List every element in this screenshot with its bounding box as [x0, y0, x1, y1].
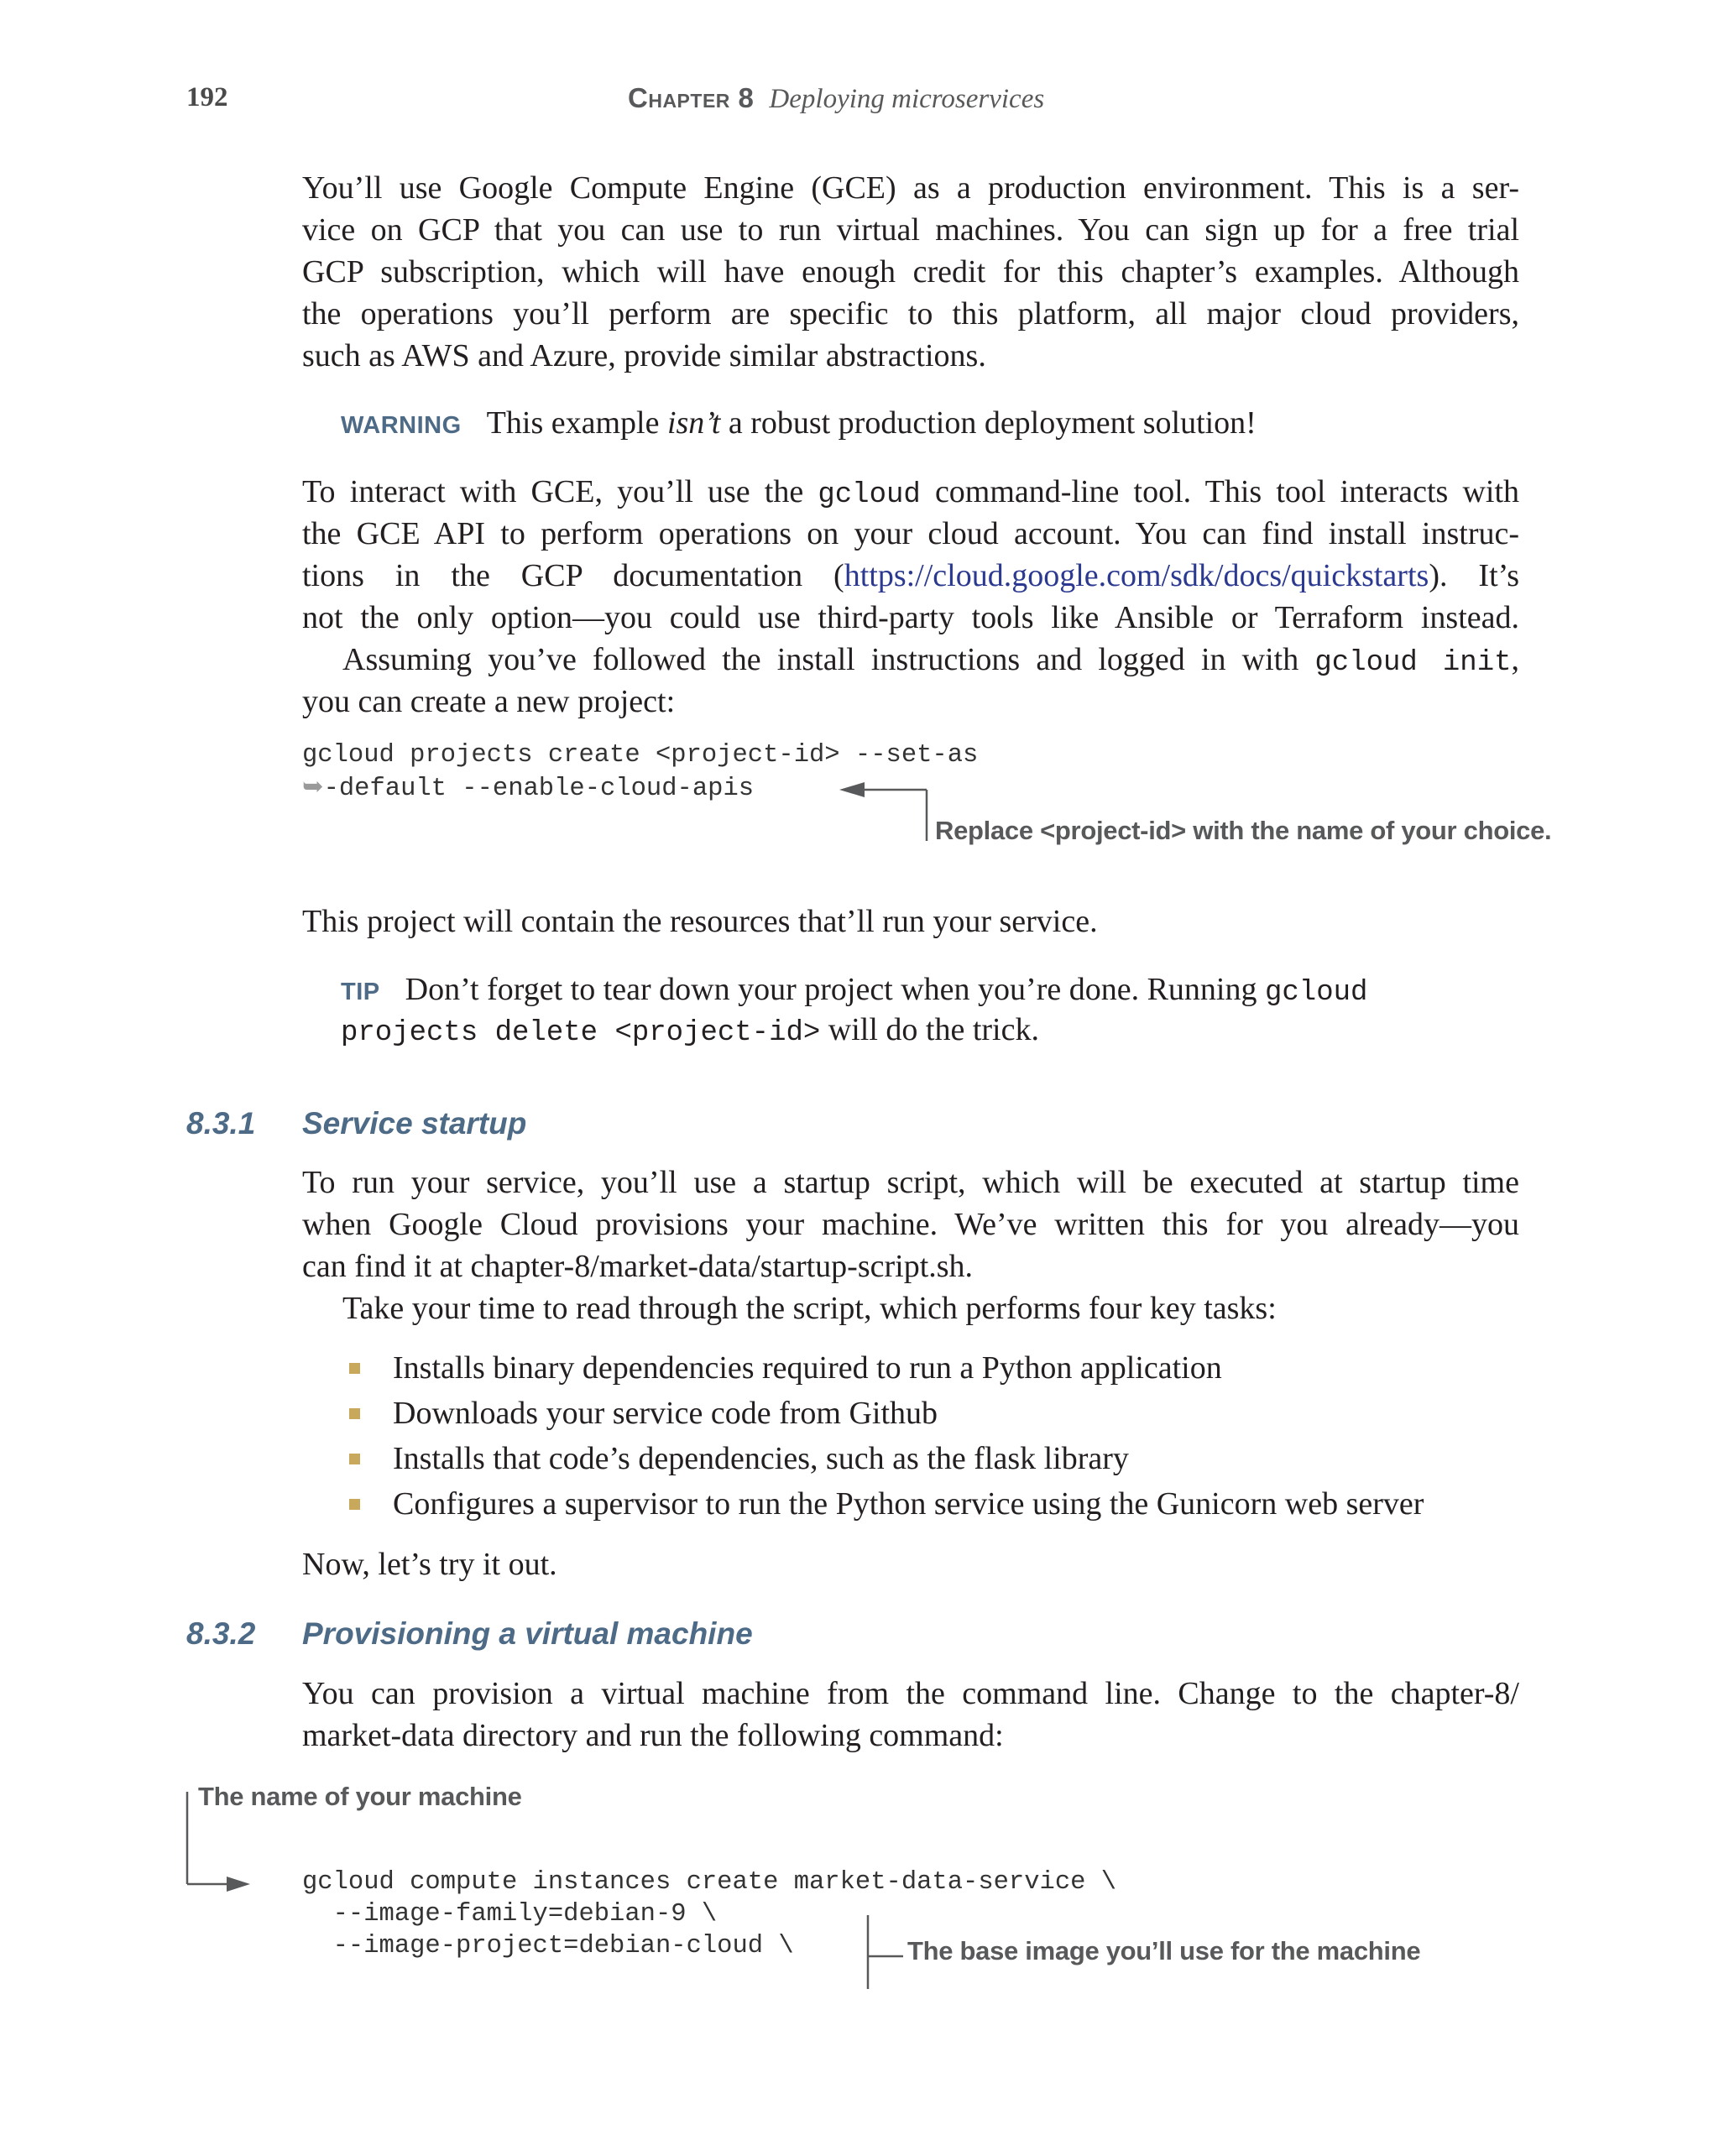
machine-name-annotation: The name of your machine — [198, 1782, 522, 1811]
text: tions in the GCP documentation ( — [302, 558, 844, 593]
intro-line: the operations you’ll perform are specific to this platform, all major cloud providers, — [302, 296, 1519, 331]
text: , — [1511, 642, 1520, 677]
inline-code: gcloud init — [1314, 647, 1512, 679]
text: ). It’s — [1429, 558, 1519, 593]
gcloud-line-4: not the only option—you could use third-party tools like Ansible or Terraform instead. — [302, 600, 1519, 635]
project-id-leader-arrow-icon — [839, 782, 927, 841]
warning-emphasis: isn’t — [666, 405, 721, 441]
machine-name-leader-arrow-icon — [187, 1792, 250, 1892]
gcloud-line-6: you can create a new project: — [302, 684, 676, 719]
continuation-arrow-icon: ➥ — [302, 772, 324, 801]
code-line: --image-family=debian-9 \ — [302, 1900, 718, 1929]
code-line: --image-project=debian-cloud \ — [302, 1932, 794, 1960]
startup-line: To run your service, you’ll use a startup script, which will be executed at startup time — [302, 1165, 1519, 1200]
section-title-832: Provisioning a virtual machine — [302, 1616, 753, 1651]
code-line: -default --enable-cloud-apis — [323, 775, 755, 803]
intro-line: You’ll use Google Compute Engine (GCE) as a production environment. This is a ser- — [302, 170, 1519, 206]
tip-label: TIP — [341, 979, 380, 1005]
list-item-text: Installs that code’s dependencies, such as the flask library — [393, 1441, 1129, 1476]
base-image-annotation: The base image you’ll use for the machine — [907, 1936, 1421, 1965]
provision-line: market-data directory and run the following command: — [302, 1718, 1004, 1753]
gcloud-line-2: the GCE API to perform operations on your cloud account. You can find install instruc- — [302, 516, 1519, 551]
gcp-docs-link[interactable]: https://cloud.google.com/sdk/docs/quickstarts — [844, 558, 1429, 593]
warning-text-before: This example — [486, 405, 667, 441]
warning-text-after: a robust production deployment solution! — [720, 405, 1257, 441]
intro-line: such as AWS and Azure, provide similar abstractions. — [302, 338, 986, 373]
startup-line: when Google Cloud provisions your machine. We’ve written this for you already—you — [302, 1207, 1519, 1242]
text: command-line tool. This tool interacts with — [920, 474, 1519, 509]
code-line: gcloud compute instances create market-data-service \ — [302, 1868, 1117, 1897]
tasks-intro: Take your time to read through the script, which performs four key tasks: — [342, 1291, 1277, 1326]
code-line: gcloud projects create <project-id> --set-as — [302, 741, 979, 770]
section-number-831: 8.3.1 — [186, 1106, 256, 1141]
warning-label: WARNING — [341, 412, 462, 439]
project-line: This project will contain the resources that’ll run your service. — [302, 904, 1098, 939]
chapter-title: Deploying microservices — [769, 84, 1045, 114]
intro-line: vice on GCP that you can use to run virtual machines. You can sign up for a free trial — [302, 212, 1519, 248]
text: To interact with GCE, you’ll use the — [302, 474, 818, 509]
list-item-text: Downloads your service code from Github — [393, 1396, 938, 1431]
section-number-832: 8.3.2 — [186, 1616, 256, 1651]
tip-text: Don’t forget to tear down your project when you’re done. Running — [405, 972, 1265, 1007]
base-image-leader-icon — [868, 1915, 903, 1989]
project-id-annotation: Replace <project-id> with the name of your choice. — [935, 816, 1552, 845]
chapter-label: Chapter 8 — [628, 82, 755, 113]
intro-line: GCP subscription, which will have enough credit for this chapter’s examples. Although — [302, 254, 1519, 290]
page-number: 192 — [186, 82, 228, 112]
list-item-text: Configures a supervisor to run the Python service using the Gunicorn web server — [393, 1486, 1424, 1522]
list-item-text: Installs binary dependencies required to run a Python application — [393, 1350, 1222, 1386]
inline-code: gcloud — [818, 479, 921, 511]
text: Assuming you’ve followed the install instructions and logged in with — [342, 642, 1315, 677]
inline-code: projects delete <project-id> — [341, 1017, 821, 1049]
inline-code: gcloud — [1265, 977, 1368, 1009]
tip-text: will do the trick. — [820, 1012, 1039, 1047]
startup-line: can find it at chapter-8/market-data/startup-script.sh. — [302, 1249, 974, 1284]
provision-line: You can provision a virtual machine from the command line. Change to the chapter-8/ — [302, 1676, 1519, 1711]
closing-line: Now, let’s try it out. — [302, 1547, 557, 1582]
section-title-831: Service startup — [302, 1106, 527, 1141]
